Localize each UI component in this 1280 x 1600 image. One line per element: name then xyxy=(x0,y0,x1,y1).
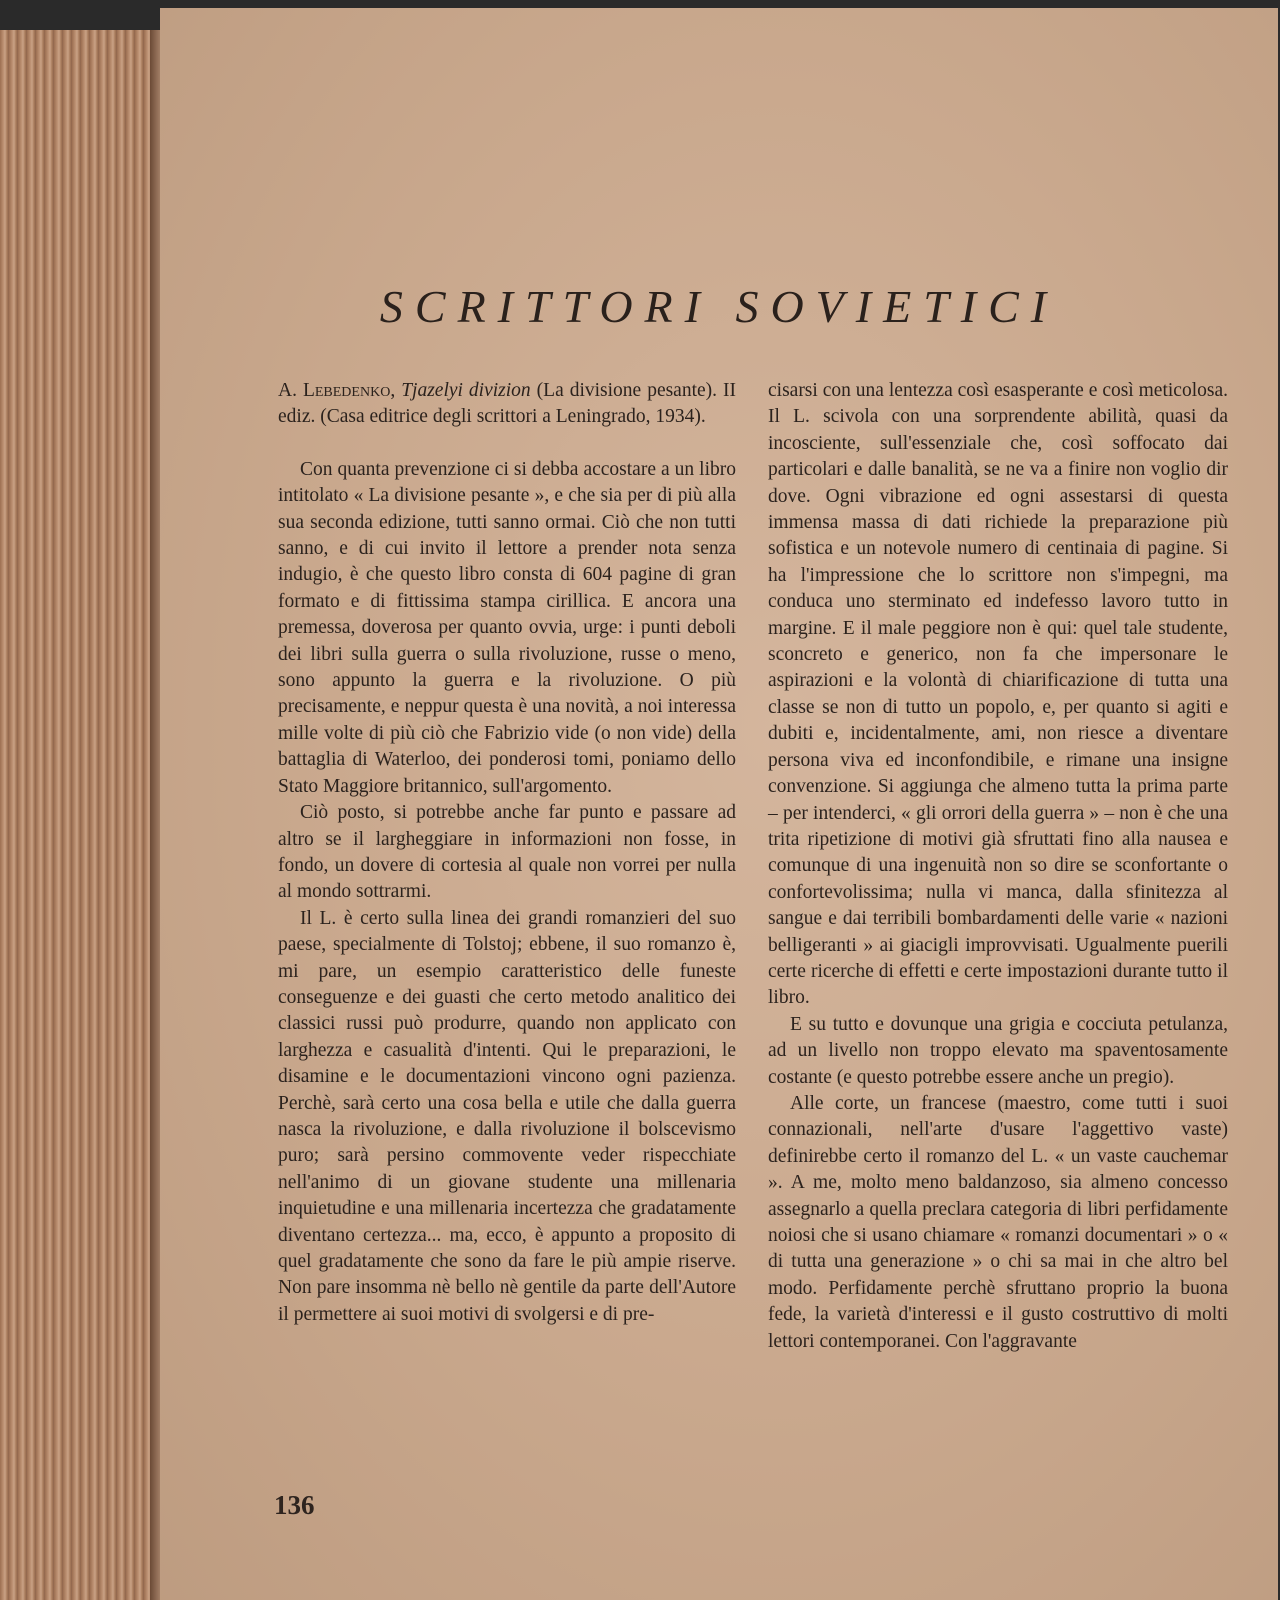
book-page xyxy=(160,8,1278,1600)
author-initial: A. xyxy=(278,380,303,401)
left-column xyxy=(278,378,736,1328)
bibliographic-entry xyxy=(278,378,736,431)
paragraph: Il L. è certo sulla linea dei grandi romanzieri del suo paese, specialmente di Tolstoj; ebbene, il suo romanzo è, mi pare, un esempio caratteristico delle funeste conseguenze e dei guasti che certo metodo analitico dei classici russi può produrre, quando non applicato con larghezza e casualità d'intenti. Qui le preparazioni, le disamine e le documentazioni vincono ogni pazienza. Perchè, sarà certo una cosa bella e utile che dalla guerra nasca la rivoluzione, e dalla rivoluzione il bolscevismo puro; sarà persino commovente veder rispecchiate nell'animo di un giovane studente una millenaria inquietudine e una millenaria incertezza che gradatamente diventano certezza... ma, ecco, è appunto a proposito di quel gradatamente che sono da fare le più ampie riserve. Non pare insomma nè bello nè gentile da parte dell'Autore il permettere ai suoi motivi di svolgersi e di pre- xyxy=(278,907,736,1325)
page-number: 136 xyxy=(274,1490,315,1520)
right-column xyxy=(768,378,1228,1355)
paragraph: E su tutto e dovunque una grigia e cocciuta petulanza, ad un livello non troppo elevato ma spaventosamente costante (e questo potrebbe essere anche un pregio). xyxy=(768,1013,1228,1088)
paragraph: Con quanta prevenzione ci si debba accostare a un libro intitolato « La divisione pesante », e che sia per di più alla sua seconda edizione, tutti sanno ormai. Ciò che non tutti sanno, e di cui invito il lettore a prender nota senza indugio, è che questo libro consta di 604 pagine di gran formato e di fittissima stampa cirillica. E ancora una premessa, doverosa per quanto ovvia, urge: i punti deboli dei libri sulla guerra o sulla rivoluzione, russe o meno, sono appunto la guerra e la rivoluzione. O più precisamente, e neppur questa è una novità, a noi interessa mille volte di più ciò che Fabrizio vide (o non vide) della battaglia di Waterloo, dei ponderosi tomi, poniamo dello Stato Maggiore britannico, sull'argomento. xyxy=(278,458,736,797)
page-title: SCRITTORI SOVIETICI xyxy=(379,281,1059,332)
paragraph: Alle corte, un francese (maestro, come tutti i suoi connazionali, nell'arte d'usare l'aggettivo vaste) definirebbe certo il romanzo del L. « un vaste cauchemar ». A me, molto meno baldanzoso, sia almeno concesso assegnarlo a quella preclara categoria di libri perfidamente noiosi che si usano chiamare « romanzi documentari » o « di tutta una generazione » o chi sa mai in che altro bel modo. Perfidamente perchè sfruttano proprio la buona fede, la varietà d'interessi e il gusto costruttivo di molti lettori contemporanei. Con l'aggravante xyxy=(768,1092,1228,1352)
paragraph: cisarsi con una lentezza così esasperante e così meticolosa. Il L. scivola con una sorprendente abilità, quasi da incosciente, sull'essenziale che, così soffocato dai particolari e dalle banalità, se ne va a finire non voglio dir dove. Ogni vibrazione ed ogni assestarsi di questa immensa massa di dati richiede la preparazione più sofistica e un notevole numero di centinaia di pagine. Si ha l'impressione che lo scrittore non s'impegni, ma conduca uno sterminato ed indefesso lavoro tutto in margine. E il male peggiore non è qui: quel tale studente, sconcreto e generico, non fa che impersonare le aspirazioni e la volontà di chiarificazione di tutta una classe se non di tutto un popolo, e, per quanto si agiti e dubiti e, incidentalmente, ami, non riesce a diventare persona viva ed inconfondibile, e rimane una insigne convenzione. Si aggiunga che almeno tutta la prima parte – per intenderci, « gli orrori della guerra » – non è che una trita ripetizione di motivi già sfruttati fino alla nausea e comunque di una ingenuità non so dire se sconfortante o confortevolissima; nulla vi manca, dalla sfinitezza al sangue e dai terribili bombardamenti delle varie « nazioni belligeranti » ai giacigli improvvisati. Ugualmente puerili certe ricerche di effetti e certe impostazioni durante tutto il libro. xyxy=(768,380,1228,1009)
book-details: (La divisione pesante). II ediz. (Casa editrice degli scrittori a Leningrado, 1934). xyxy=(278,380,737,428)
book-title: Tjazelyi divizion xyxy=(401,380,531,401)
author-separator: , xyxy=(390,380,402,401)
page-edges xyxy=(0,30,160,1600)
author-name: Lebedenko xyxy=(302,380,391,401)
paragraph: Ciò posto, si potrebbe anche far punto e passare ad altro se il largheggiare in informazioni non fosse, in fondo, un dovere di cortesia al quale non vorrei per nulla al mondo sottrarmi. xyxy=(278,802,736,903)
